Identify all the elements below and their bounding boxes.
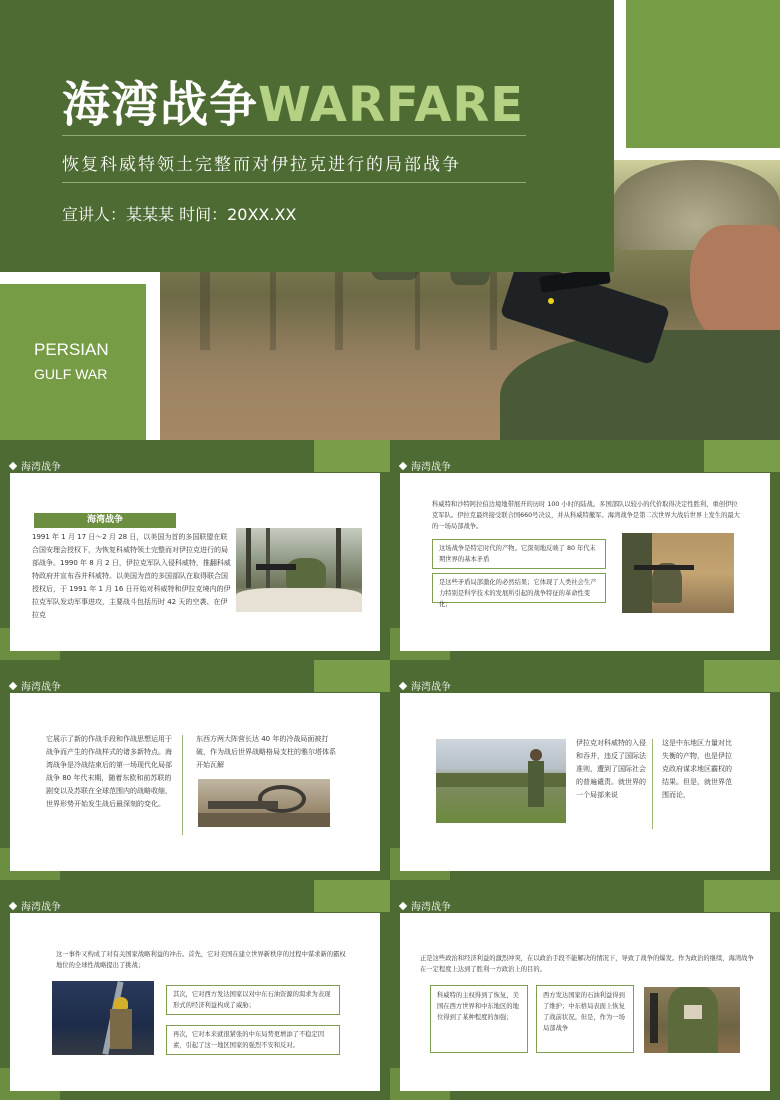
slide-thumbnail-2[interactable] xyxy=(390,440,780,660)
slide-header: 海湾战争 xyxy=(400,898,451,913)
slide-thumbnail-4[interactable] xyxy=(390,660,780,880)
point-box-2: 西方发达国家的石油利益得到了维护；中东格局表面上恢复了战前状况。但是，作为一场局部战争 xyxy=(536,985,634,1053)
persian-gulf-war-badge xyxy=(0,284,146,440)
title-english: WARFARE xyxy=(258,77,525,133)
slide-body-text: 正是这些政治和经济利益的激烈冲突，在以政治手段不能解决的情况下，导致了战争的爆发。作为政治的继续，海湾战争在一定程度上达到了胜利一方政治上的目的。 xyxy=(420,955,754,973)
diamond-icon xyxy=(9,462,17,470)
divider-bottom xyxy=(62,182,526,183)
column-text-left: 伊拉克对科威特的入侵和吞并，违反了国际法准则，遭到了国际社会的普遍谴责。就世界的一个局部来说 xyxy=(576,739,646,799)
divider-top xyxy=(62,135,526,136)
point-box-1: 科威特的主权得到了恢复，美国在西方世界和中东地区的地位得到了某种程度的加强； xyxy=(430,985,528,1053)
soldier-photo xyxy=(236,528,362,612)
slide-body-text: 科威特和沙特阿拉伯边境地带展开的历时 100 小时的陆战。多国部队以较小的代价取得决定性胜利，重创伊拉克军队。伊拉克最终接受联合国660号决议，并从科威特撤军。海湾战争是第二次世界大战后世界上发生的最大的一场局部战争。 xyxy=(432,501,740,530)
point-box-1: 其次，它对西方发达国家以对中东石油资源的渴求为表现形式的经济利益构成了威胁； xyxy=(166,985,340,1015)
slide-header: 海湾战争 xyxy=(400,678,451,693)
slide-body-text: 这一事件又构成了对有关国家战略利益的冲击。首先，它对美国在建立世界新秩序的过程中谋求新的霸权地位的全球性战略提出了挑战； xyxy=(56,951,346,969)
decor-block-top-right xyxy=(626,0,780,148)
field-soldier-photo xyxy=(436,739,566,823)
slide-header: 海湾战争 xyxy=(10,898,61,913)
slide-header: 海湾战争 xyxy=(10,678,61,693)
diamond-icon xyxy=(399,462,407,470)
point-box-1: 这场战争是特定时代的产物。它深刻地反映了 80 年代末期世界的基本矛盾 xyxy=(432,539,606,569)
diamond-icon xyxy=(399,682,407,690)
column-divider xyxy=(182,735,183,835)
column-divider xyxy=(652,739,653,829)
hero-slide[interactable] xyxy=(0,0,780,440)
point-box-2: 再次，它对本来就很紧张的中东局势更增添了不稳定因素，引起了这一地区国家的强烈不安和反对。 xyxy=(166,1025,340,1055)
badge-line-2: GULF WAR xyxy=(34,366,108,382)
title-chinese: 海湾战争 xyxy=(62,77,259,133)
column-text-left: 它展示了新的作战手段和作战思想运用于战争而产生的作战样式的诸多新特点。海湾战争是冷战结束后的第一场现代化局部战争 80 年代末期，随着东欧和前苏联的剧变以及苏联在全球范围内的战略收缩，世界形势开始发生战后最深刻的变化。 xyxy=(46,735,172,808)
soldier-face xyxy=(690,225,780,345)
section-tag: 海湾战争 xyxy=(34,513,176,528)
badge-line-1: PERSIAN xyxy=(34,340,109,359)
soldiers-photo xyxy=(622,533,734,613)
diamond-icon xyxy=(9,682,17,690)
slide-thumbnail-5[interactable] xyxy=(0,880,390,1100)
slide-thumbnail-6[interactable] xyxy=(390,880,780,1100)
rifle-sight-dot xyxy=(548,298,554,304)
column-text-right: 东西方两大阵营长达 40 年的冷战局面被打破，作为战后世界战略格局支柱的雅尔塔体系开始瓦解 xyxy=(196,735,336,769)
point-box-2: 是这些矛盾局部激化的必然结果；它体现了人类社会生产力特别是科学技术的发展所引起的战争特征的革命性变化； xyxy=(432,573,606,603)
slide-thumbnail-3[interactable] xyxy=(0,660,390,880)
diamond-icon xyxy=(9,902,17,910)
presenter-info: 宣讲人：某某某 时间：20XX.XX xyxy=(62,205,297,224)
slide-thumbnail-1[interactable] xyxy=(0,440,390,660)
column-text-right: 这是中东地区力量对比失衡的产物，也是伊拉克政府谋求地区霸权的结果。但是，就世界范围而论， xyxy=(662,739,732,799)
camo-soldier-photo xyxy=(644,987,740,1053)
tank-photo xyxy=(198,779,330,827)
diamond-icon xyxy=(399,902,407,910)
slide-header: 海湾战争 xyxy=(10,458,61,473)
title-panel xyxy=(0,0,614,272)
slide-body-text: 1991 年 1 月 17 日～2 月 28 日，以美国为首的多国联盟在联合国安理会授权下，为恢复科威特领土完整而对伊拉克进行的局部战争。1990 年 8 月 2 日，伊拉克军队入侵科威特，推翻科威特政府并宣布吞并科威特。以美国为首的多国部队在取得联合国授权后，于 1991 年 1 月 16 日开始对科威特和伊拉克境内的伊拉克军队发动军事进攻，主要战斗包括历时 42 天的空袭、在伊拉克 xyxy=(32,533,231,619)
slide-header: 海湾战争 xyxy=(400,458,451,473)
hero-title xyxy=(62,66,524,135)
hero-subtitle: 恢复科威特领土完整而对伊拉克进行的局部战争 xyxy=(62,155,461,175)
firefighter-photo xyxy=(52,981,154,1055)
